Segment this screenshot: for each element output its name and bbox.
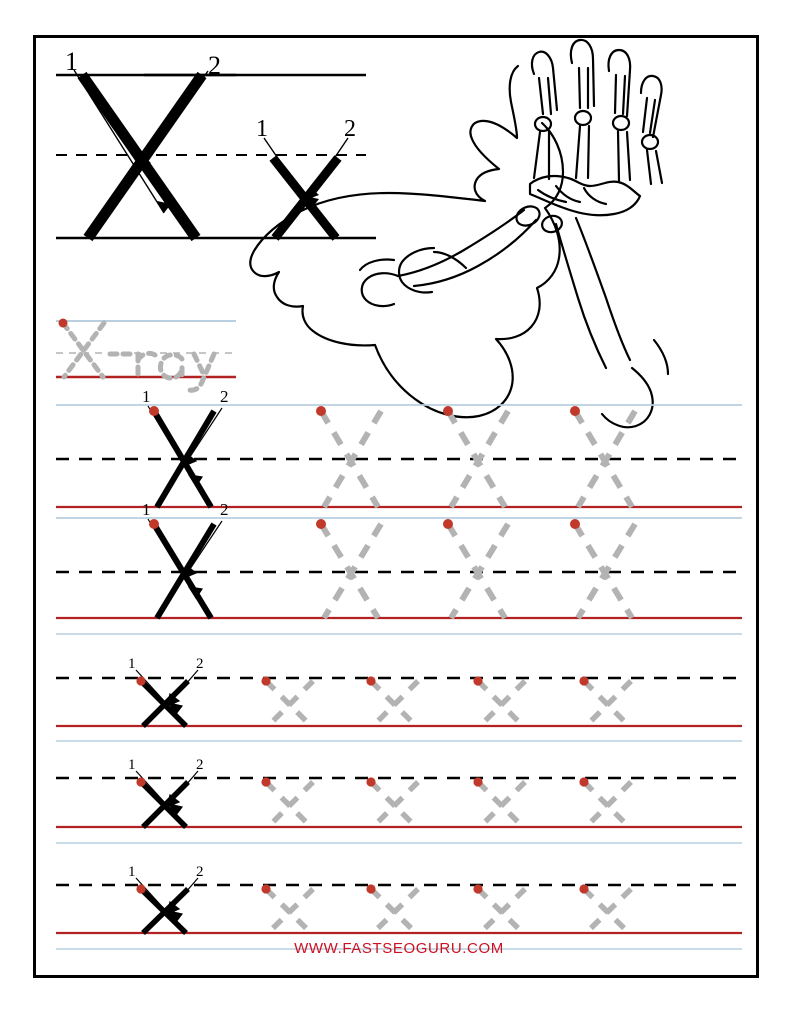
start-dot (366, 777, 375, 786)
start-dot (473, 777, 482, 786)
start-dot (366, 676, 375, 685)
start-dot (316, 406, 326, 416)
lowercase-row-2-model (141, 782, 188, 827)
start-dot (59, 319, 68, 328)
word-tracing-letters (59, 319, 215, 391)
worksheet-graphics (36, 38, 762, 981)
lowercase-row-3-model (141, 889, 188, 933)
row2-stroke-number-2: 2 (220, 500, 229, 519)
lowercase-row-3 (56, 864, 742, 949)
start-dot (261, 676, 270, 685)
start-dot (570, 406, 580, 416)
start-dot (443, 406, 453, 416)
row5-stroke-number-2: 2 (196, 864, 204, 880)
page-border (33, 35, 759, 978)
row3-stroke-number-1: 1 (128, 656, 136, 672)
start-dot (443, 519, 453, 529)
row5-stroke-number-1: 1 (128, 864, 136, 880)
start-dot (579, 884, 588, 893)
hand-and-arm-xray-skeleton-icon (250, 40, 668, 427)
row1-stroke-number-2: 2 (220, 387, 229, 406)
start-dot (473, 676, 482, 685)
uppercase-row-1 (56, 387, 742, 507)
start-dot (149, 406, 159, 416)
start-dot (136, 676, 145, 685)
start-dot (366, 884, 375, 893)
row1-stroke-number-1: 1 (142, 387, 151, 406)
start-dot (261, 884, 270, 893)
start-dot (570, 519, 580, 529)
demo-uppercase-stroke-number-2: 2 (208, 51, 221, 80)
row3-stroke-number-2: 2 (196, 656, 204, 672)
demo-lowercase-stroke-arrows (264, 138, 348, 208)
start-dot (473, 884, 482, 893)
row4-stroke-number-1: 1 (128, 757, 136, 773)
demo-uppercase-stroke-number-1: 1 (65, 47, 78, 76)
row2-stroke-number-1: 1 (142, 500, 151, 519)
lowercase-row-2 (56, 757, 742, 843)
row4-stroke-number-2: 2 (196, 757, 204, 773)
start-dot (261, 777, 270, 786)
lowercase-row-1-model (141, 681, 188, 726)
worksheet-content (36, 38, 756, 975)
start-dot (136, 884, 145, 893)
start-dot (149, 519, 159, 529)
start-dot (136, 777, 145, 786)
demo-lowercase-stroke-number-2: 2 (344, 116, 356, 142)
footer-website-link[interactable]: WWW.FASTSEOGURU.COM (294, 940, 504, 957)
start-dot (579, 676, 588, 685)
start-dot (579, 777, 588, 786)
lowercase-row-1 (56, 656, 742, 741)
start-dot (316, 519, 326, 529)
uppercase-row-2 (56, 500, 742, 634)
demo-lowercase-stroke-number-1: 1 (256, 116, 268, 142)
